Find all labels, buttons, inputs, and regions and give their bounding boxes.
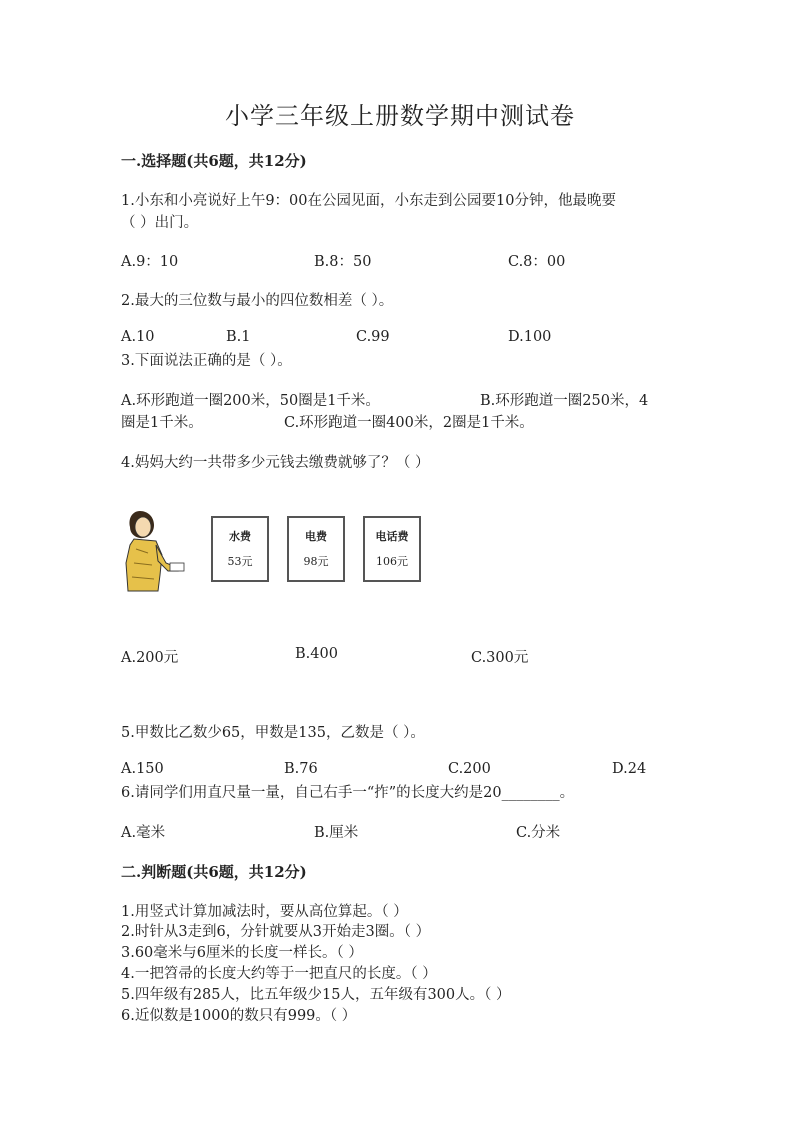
question-4-option-a: A.200元 [121,650,179,666]
question-5-option-a: A.150 [121,761,164,777]
question-2-option-c: C.99 [356,329,390,345]
question-2-option-d: D.100 [508,329,552,345]
question-4-option-b: B.400 [295,646,338,662]
question-3-option-b-part-2: 圈是1千米。 [121,415,203,431]
question-1-option-b: B.8：50 [314,254,372,270]
mother-illustration [118,505,190,595]
question-2-option-a: A.10 [121,329,155,345]
bill-card-water [211,516,269,582]
question-4-text: 4.妈妈大约一共带多少元钱去缴费就够了？（ ） [121,455,430,471]
question-4-option-c: C.300元 [471,650,529,666]
bill-amount: 98元 [303,555,329,568]
question-2-option-b: B.1 [226,329,251,345]
bill-name: 水费 [229,530,251,543]
question-2-text: 2.最大的三位数与最小的四位数相差（ ）。 [121,293,394,309]
question-6-option-b: B.厘米 [314,825,359,841]
question-6-text: 6.请同学们用直尺量一量，自己右手一“拃”的长度大约是20________。 [121,785,575,801]
page-title: 小学三年级上册数学期中测试卷 [225,102,575,130]
question-3-option-a: A.环形跑道一圈200米，50圈是1千米。 [121,393,380,409]
question-3-option-c: C.环形跑道一圈400米，2圈是1千米。 [284,415,534,431]
bill-name: 电费 [305,530,327,543]
question-1-line-2: （ ）出门。 [121,215,199,231]
question-3-option-b-part-1: B.环形跑道一圈250米，4 [480,393,649,409]
judgement-item-3: 3.60毫米与6厘米的长度一样长。（ ） [121,945,363,961]
question-5-text: 5.甲数比乙数少65，甲数是135，乙数是（ ）。 [121,725,425,741]
bill-name: 电话费 [375,530,409,543]
question-3-text: 3.下面说法正确的是（ ）。 [121,353,292,369]
question-5-option-b: B.76 [284,761,318,777]
judgement-item-4: 4.一把笤帚的长度大约等于一把直尺的长度。（ ） [121,966,437,982]
judgement-item-2: 2.时针从3走到6，分针就要从3开始走3圈。（ ） [121,924,431,940]
question-1-option-a: A.9：10 [121,254,179,270]
question-5-option-c: C.200 [448,761,491,777]
section-heading-judgement: 二.判断题(共6题，共12分) [121,863,307,881]
judgement-item-6: 6.近似数是1000的数只有999。（ ） [121,1008,357,1024]
bill-card-electricity [287,516,345,582]
question-6-option-a: A.毫米 [121,825,166,841]
section-heading-choice: 一.选择题(共6题，共12分) [121,152,307,170]
question-1-line-1: 1.小东和小亮说好上午9：00在公园见面，小东走到公园要10分钟，他最晚要 [121,193,616,209]
judgement-item-5: 5.四年级有285人，比五年级少15人，五年级有300人。（ ） [121,987,511,1003]
bill-card-phone [363,516,421,582]
bill-amount: 53元 [227,555,253,568]
question-5-option-d: D.24 [612,761,647,777]
question-1-option-c: C.8：00 [508,254,566,270]
judgement-item-1: 1.用竖式计算加减法时，要从高位算起。（ ） [121,904,408,920]
bill-amount: 106元 [376,555,408,568]
question-6-option-c: C.分米 [516,825,561,841]
